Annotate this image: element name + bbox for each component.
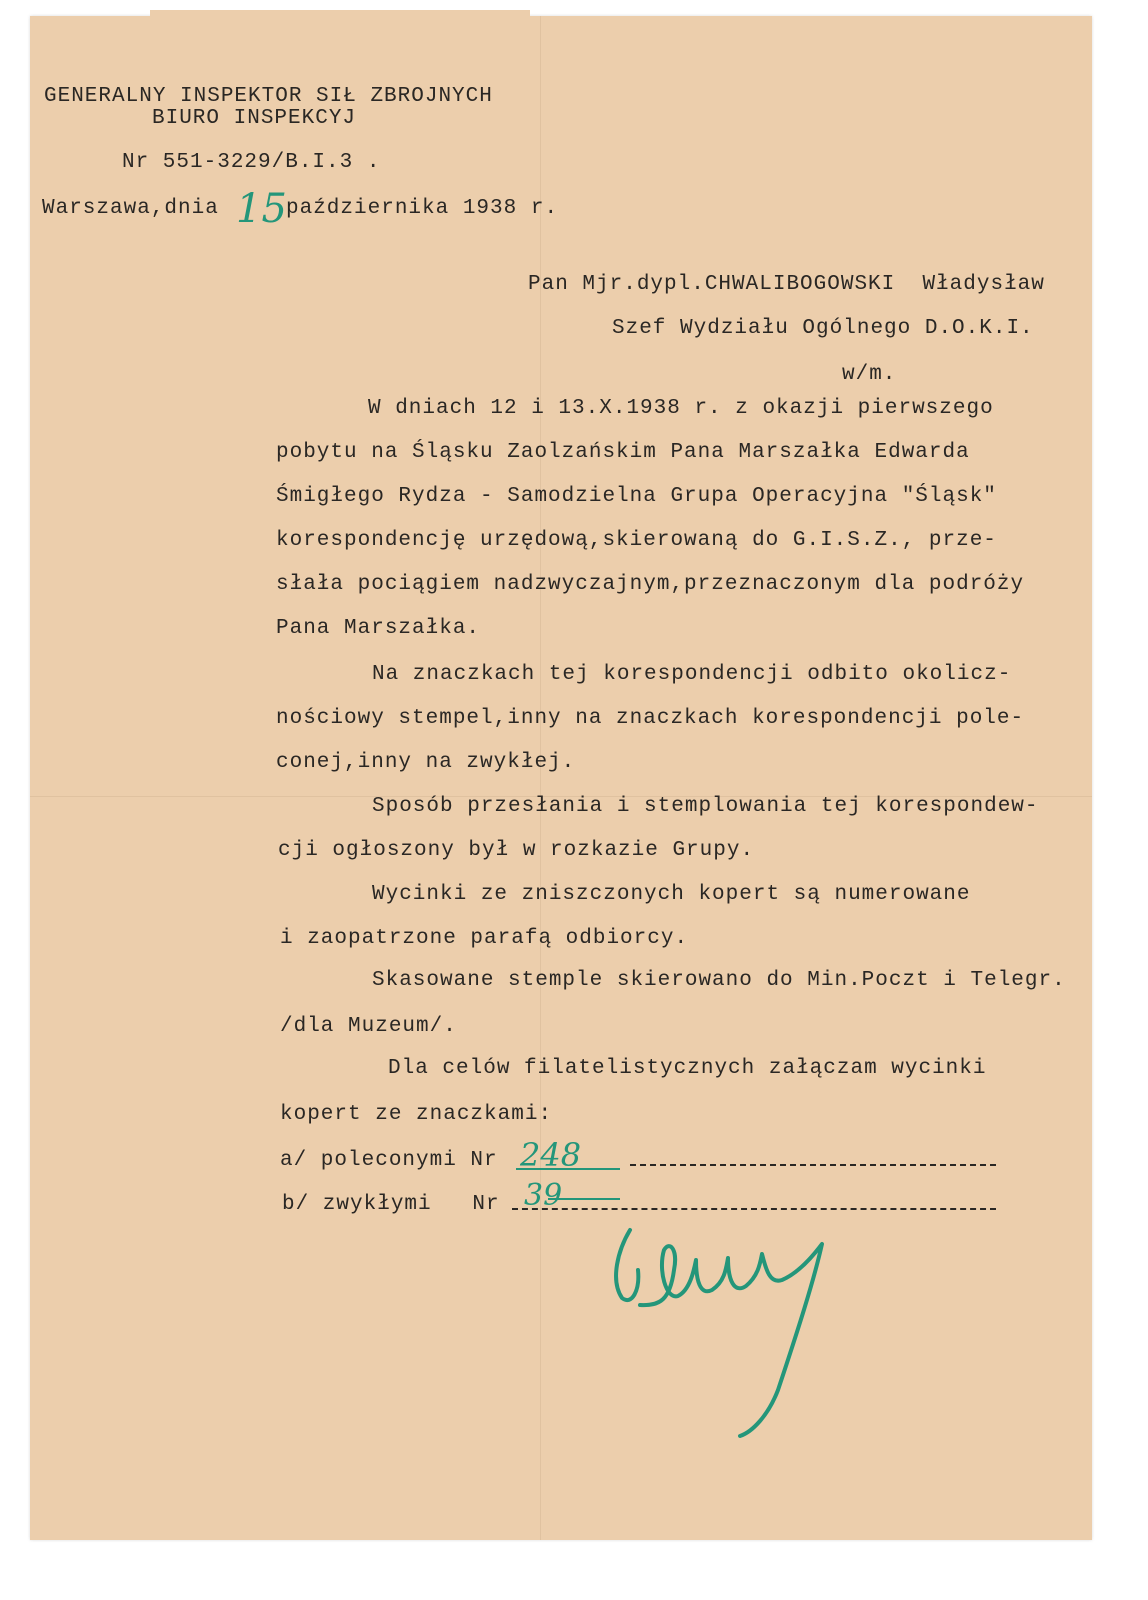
body-line: kopert ze znaczkami: (280, 1103, 553, 1126)
enclosure-a-value: 248 (520, 1136, 582, 1174)
body-line: Śmigłego Rydza - Samodzielna Grupa Operacyjna "Śląsk" (276, 485, 997, 508)
handwritten-day: 15 (236, 186, 287, 232)
reference-number: Nr 551-3229/B.I.3 . (122, 151, 381, 174)
place: Warszawa,dnia (42, 197, 219, 220)
body-line: cji ogłoszony był w rozkazie Grupy. (278, 839, 755, 862)
body-line: Pana Marszałka. (276, 617, 481, 640)
institution-name: GENERALNY INSPEKTOR SIŁ ZBROJNYCH (44, 85, 493, 108)
body-line: Sposób przesłania i stemplowania tej korespondew- (372, 795, 1039, 818)
body-line: Na znaczkach tej korespondencji odbito okolicz- (372, 663, 1012, 686)
body-line: Wycinki ze zniszczonych kopert są numerowane (372, 883, 971, 906)
handwritten-signature (600, 1210, 840, 1450)
enclosure-a-fill-line (630, 1164, 996, 1166)
body-line: conej,inny na zwykłej. (276, 751, 576, 774)
enclosure-a-label: a/ poleconymi Nr (280, 1149, 498, 1172)
enclosure-a-underline-green (516, 1168, 620, 1170)
date-rest: października 1938 r. (286, 197, 559, 220)
fold-crease-vertical (540, 16, 541, 1540)
body-line: /dla Muzeum/. (280, 1015, 457, 1038)
recipient-line-1: Pan Mjr.dypl.CHWALIBOGOWSKI Władysław (528, 273, 1045, 296)
recipient-line-2: Szef Wydziału Ogólnego D.O.K.I. (612, 317, 1034, 340)
enclosure-b-value: 39 (524, 1178, 563, 1213)
body-line: Skasowane stemple skierowano do Min.Poczt i Telegr. (372, 969, 1066, 992)
enclosure-b-label: b/ zwykłymi Nr (282, 1193, 500, 1216)
body-line: Dla celów filatelistycznych załączam wycinki (388, 1057, 987, 1080)
letter-sheet (30, 16, 1092, 1540)
body-line: słała pociągiem nadzwyczajnym,przeznaczonym dla podróży (276, 573, 1025, 596)
recipient-line-3: w/m. (842, 363, 897, 386)
body-line: korespondencję urzędową,skierowaną do G.I.S.Z., prze- (276, 529, 997, 552)
body-line: W dniach 12 i 13.X.1938 r. z okazji pierwszego (368, 397, 994, 420)
office-name: BIURO INSPEKCYJ (152, 107, 357, 130)
body-line: pobytu na Śląsku Zaolzańskim Pana Marszałka Edwarda (276, 441, 970, 464)
enclosure-b-underline-green (548, 1198, 620, 1200)
body-line: i zaopatrzone parafą odbiorcy. (280, 927, 689, 950)
body-line: nościowy stempel,inny na znaczkach korespondencji pole- (276, 707, 1025, 730)
